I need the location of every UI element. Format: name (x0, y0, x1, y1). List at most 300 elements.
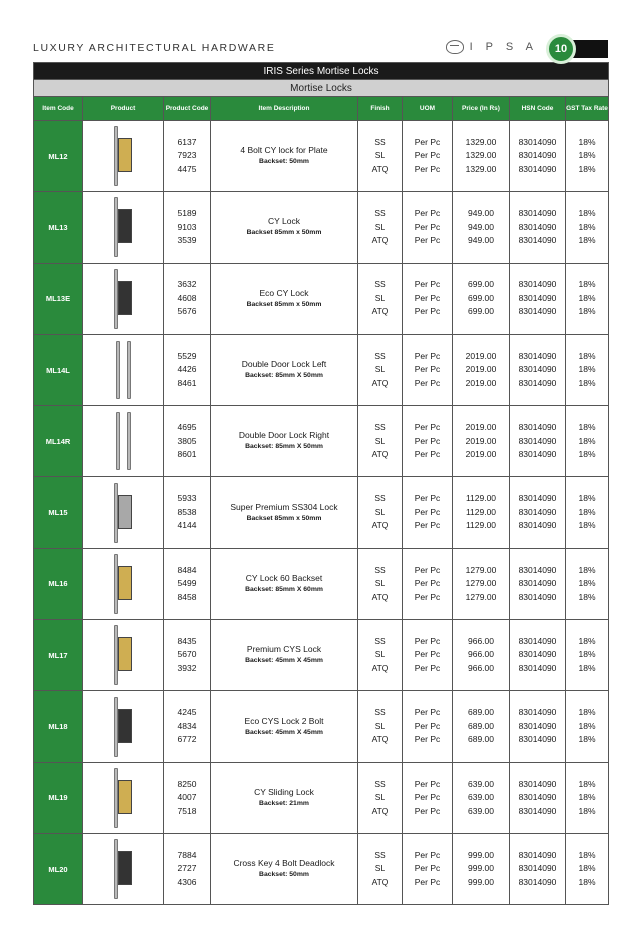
uom (403, 620, 453, 691)
item-description (211, 548, 358, 619)
hsn-code-line: 83014090 (518, 792, 557, 803)
uom-line: Per Pc (414, 377, 441, 388)
gst-rate-line: 18% (578, 707, 596, 718)
backset-value: 45mm X 45mm (275, 728, 323, 736)
table-row (34, 620, 609, 691)
table-row (34, 406, 609, 477)
uom (403, 406, 453, 477)
finish (358, 121, 403, 192)
gst-rate-line: 18% (578, 578, 596, 589)
uom (403, 548, 453, 619)
price-line: 949.00 (468, 235, 494, 246)
uom-line: Per Pc (414, 150, 441, 161)
uom-line: Per Pc (414, 136, 441, 147)
price-line: 1279.00 (465, 578, 497, 589)
gst-rate-line: 18% (578, 649, 596, 660)
price-line: 1129.00 (465, 520, 497, 531)
uom (403, 833, 453, 904)
gst-rate-line: 18% (578, 805, 596, 816)
price-line: 1329.00 (465, 136, 497, 147)
backset-label: Backset: (259, 158, 288, 166)
product-code-line: 2727 (177, 863, 197, 874)
item-code: ML19 (34, 762, 83, 833)
uom-line: Per Pc (414, 863, 441, 874)
gst-rate-line: 18% (578, 720, 596, 731)
uom-line: Per Pc (414, 734, 441, 745)
item-code: ML13 (34, 192, 83, 263)
table-row (34, 833, 609, 904)
hsn-code (510, 762, 566, 833)
gst-rate (566, 620, 609, 691)
product-code-line: 3932 (177, 662, 197, 673)
item-description (211, 620, 358, 691)
uom-line: Per Pc (414, 292, 441, 303)
backset-label: Backset: (245, 585, 274, 593)
product-code (164, 477, 211, 548)
uom-line: Per Pc (414, 520, 441, 531)
table-subtitle: Mortise Locks (34, 80, 609, 97)
table-row (34, 477, 609, 548)
product-code-line: 5676 (177, 306, 197, 317)
item-description (211, 406, 358, 477)
product-image-cell (83, 762, 164, 833)
finish-line: SS (374, 493, 386, 504)
brand-line: LUXURY ARCHITECTURAL HARDWARE (33, 42, 276, 54)
product-code-line: 8601 (177, 449, 197, 460)
finish-line: SL (374, 435, 386, 446)
backset-line (211, 727, 357, 738)
col-item-code: Item Code (34, 97, 83, 121)
ipsa-logo (446, 40, 538, 54)
product-image-cell (83, 477, 164, 548)
hsn-code (510, 121, 566, 192)
gst-rate-line: 18% (578, 422, 596, 433)
uom-line: Per Pc (414, 805, 441, 816)
uom-line: Per Pc (414, 578, 441, 589)
column-header-row (34, 97, 609, 121)
backset-value: 85mm x 50mm (274, 300, 322, 308)
finish-line: ATQ (371, 449, 389, 460)
product-code-line: 5529 (177, 350, 197, 361)
description-title: 4 Bolt CY lock for Plate (240, 145, 328, 156)
backset-line (211, 370, 357, 381)
product-code-line: 6772 (177, 734, 197, 745)
product-code-line: 8250 (177, 778, 197, 789)
hsn-code (510, 263, 566, 334)
backset-value: 85mm x 50mm (274, 514, 322, 522)
table-row (34, 691, 609, 762)
gst-rate (566, 477, 609, 548)
product-image-cell (83, 406, 164, 477)
finish-line: SL (374, 292, 386, 303)
gst-rate-line: 18% (578, 493, 596, 504)
hsn-code-line: 83014090 (518, 306, 557, 317)
product-code-line: 6137 (177, 136, 197, 147)
product-code-line: 4306 (177, 876, 197, 887)
price-line: 699.00 (468, 292, 494, 303)
price-line: 699.00 (468, 279, 494, 290)
description-title: CY Lock (268, 216, 300, 227)
col-item-description: Item Description (211, 97, 358, 121)
hsn-code-line: 83014090 (518, 350, 557, 361)
gst-rate-line: 18% (578, 520, 596, 531)
product-code-line: 7884 (177, 849, 197, 860)
price-line: 2019.00 (465, 435, 497, 446)
finish-line: SS (374, 208, 386, 219)
backset-line (211, 655, 357, 666)
price-line: 1329.00 (465, 150, 497, 161)
hsn-code-line: 83014090 (518, 506, 557, 517)
item-code: ML15 (34, 477, 83, 548)
finish-line: SS (374, 635, 386, 646)
col-product-code: Product Code (164, 97, 211, 121)
finish-line: SL (374, 506, 386, 517)
product-code-line: 9103 (177, 221, 197, 232)
uom-line: Per Pc (414, 422, 441, 433)
backset-label: Backset: (259, 799, 288, 807)
uom-line: Per Pc (414, 208, 441, 219)
logo-icon (446, 40, 464, 54)
hsn-code-line: 83014090 (518, 578, 557, 589)
hsn-code-line: 83014090 (518, 707, 557, 718)
col-finish: Finish (358, 97, 403, 121)
price-table (33, 62, 609, 905)
gst-rate-line: 18% (578, 564, 596, 575)
hsn-code-line: 83014090 (518, 849, 557, 860)
col-hsn-code: HSN Code (510, 97, 566, 121)
hsn-code-line: 83014090 (518, 493, 557, 504)
product-code-line: 5670 (177, 649, 197, 660)
price-line: 999.00 (468, 876, 494, 887)
price-line: 2019.00 (465, 422, 497, 433)
finish-line: ATQ (371, 377, 389, 388)
hsn-code-line: 83014090 (518, 449, 557, 460)
item-code: ML17 (34, 620, 83, 691)
backset-label: Backset: (245, 443, 274, 451)
hsn-code-line: 83014090 (518, 564, 557, 575)
hsn-code (510, 620, 566, 691)
product-code (164, 192, 211, 263)
finish-line: ATQ (371, 805, 389, 816)
gst-rate-line: 18% (578, 136, 596, 147)
backset-label: Backset (246, 514, 273, 522)
finish-line: SS (374, 778, 386, 789)
price (453, 192, 510, 263)
price (453, 548, 510, 619)
backset-value: 85mm X 50mm (275, 372, 323, 380)
steel-mortise-lock-icon (114, 483, 132, 543)
product-code-line: 5189 (177, 208, 197, 219)
backset-label: Backset: (245, 728, 274, 736)
product-code-line: 8484 (177, 564, 197, 575)
finish (358, 334, 403, 405)
product-image-cell (83, 620, 164, 691)
uom-line: Per Pc (414, 350, 441, 361)
product-code (164, 121, 211, 192)
finish-line: SL (374, 792, 386, 803)
gst-rate-line: 18% (578, 506, 596, 517)
price (453, 691, 510, 762)
price-line: 639.00 (468, 805, 494, 816)
item-description (211, 121, 358, 192)
uom-line: Per Pc (414, 364, 441, 375)
uom-line: Per Pc (414, 163, 441, 174)
gst-rate-line: 18% (578, 221, 596, 232)
description-title: CY Lock 60 Backset (245, 572, 323, 583)
black-mortise-lock-icon (114, 839, 132, 899)
backset-value: 45mm X 45mm (275, 657, 323, 665)
finish (358, 833, 403, 904)
hsn-code (510, 406, 566, 477)
black-mortise-lock-icon (114, 197, 132, 257)
finish-line: ATQ (371, 306, 389, 317)
hsn-code (510, 548, 566, 619)
price-line: 689.00 (468, 707, 494, 718)
product-code-line: 5933 (177, 493, 197, 504)
hsn-code-line: 83014090 (518, 662, 557, 673)
gst-rate-line: 18% (578, 662, 596, 673)
backset-label: Backset: (245, 372, 274, 380)
price (453, 620, 510, 691)
backset-line (211, 441, 357, 452)
product-code-line: 8538 (177, 506, 197, 517)
gst-rate (566, 833, 609, 904)
hsn-code-line: 83014090 (518, 591, 557, 602)
uom-line: Per Pc (414, 506, 441, 517)
gst-rate (566, 192, 609, 263)
gst-rate (566, 263, 609, 334)
item-description (211, 192, 358, 263)
hsn-code-line: 83014090 (518, 720, 557, 731)
product-code-line: 4695 (177, 422, 197, 433)
finish (358, 762, 403, 833)
finish (358, 548, 403, 619)
backset-value: 50mm (289, 158, 309, 166)
product-code-line: 8461 (177, 377, 197, 388)
item-description (211, 691, 358, 762)
uom-line: Per Pc (414, 221, 441, 232)
gst-rate-line: 18% (578, 150, 596, 161)
price-line: 2019.00 (465, 377, 497, 388)
backset-value: 50mm (289, 871, 309, 879)
brass-mortise-lock-icon (114, 554, 132, 614)
hsn-code-line: 83014090 (518, 221, 557, 232)
price-line: 1129.00 (465, 506, 497, 517)
table-row (34, 121, 609, 192)
gst-rate (566, 762, 609, 833)
backset-line (211, 227, 357, 238)
gst-rate-line: 18% (578, 734, 596, 745)
price (453, 263, 510, 334)
product-code (164, 263, 211, 334)
hsn-code-line: 83014090 (518, 635, 557, 646)
uom-line: Per Pc (414, 720, 441, 731)
item-code: ML13E (34, 263, 83, 334)
gst-rate (566, 406, 609, 477)
price-line: 689.00 (468, 720, 494, 731)
uom (403, 691, 453, 762)
col-product: Product (83, 97, 164, 121)
gst-rate-line: 18% (578, 235, 596, 246)
uom-line: Per Pc (414, 792, 441, 803)
price (453, 334, 510, 405)
col-uom: UOM (403, 97, 453, 121)
finish-line: ATQ (371, 591, 389, 602)
finish-line: SL (374, 364, 386, 375)
backset-line (211, 513, 357, 524)
finish-line: SS (374, 564, 386, 575)
finish-line: ATQ (371, 520, 389, 531)
uom-line: Per Pc (414, 707, 441, 718)
product-code-line: 4608 (177, 292, 197, 303)
backset-value: 21mm (289, 799, 309, 807)
hsn-code-line: 83014090 (518, 649, 557, 660)
finish-line: ATQ (371, 876, 389, 887)
table-title: IRIS Series Mortise Locks (34, 63, 609, 80)
backset-label: Backset (246, 229, 273, 237)
gst-rate (566, 691, 609, 762)
backset-label: Backset (246, 300, 273, 308)
gst-rate-line: 18% (578, 279, 596, 290)
description-title: Cross Key 4 Bolt Deadlock (233, 858, 335, 869)
finish-line: ATQ (371, 235, 389, 246)
hsn-code-line: 83014090 (518, 778, 557, 789)
hsn-code-line: 83014090 (518, 235, 557, 246)
description-title: Premium CYS Lock (246, 644, 322, 655)
product-image-cell (83, 334, 164, 405)
item-description (211, 762, 358, 833)
backset-label: Backset: (245, 657, 274, 665)
product-code (164, 762, 211, 833)
product-code-line: 8458 (177, 591, 197, 602)
gst-rate (566, 334, 609, 405)
hsn-code-line: 83014090 (518, 520, 557, 531)
uom-line: Per Pc (414, 849, 441, 860)
hsn-code-line: 83014090 (518, 377, 557, 388)
product-code-line: 4834 (177, 720, 197, 731)
finish-line: SS (374, 422, 386, 433)
price-line: 639.00 (468, 792, 494, 803)
price-line: 689.00 (468, 734, 494, 745)
price-line: 966.00 (468, 649, 494, 660)
item-description (211, 263, 358, 334)
product-code (164, 691, 211, 762)
brass-mortise-lock-icon (114, 126, 132, 186)
product-image-cell (83, 691, 164, 762)
finish (358, 620, 403, 691)
product-code-line: 4245 (177, 707, 197, 718)
hsn-code-line: 83014090 (518, 150, 557, 161)
uom (403, 192, 453, 263)
uom-line: Per Pc (414, 279, 441, 290)
backset-line (211, 156, 357, 167)
col-price: Price (In Rs) (453, 97, 510, 121)
uom (403, 263, 453, 334)
product-code-line: 7923 (177, 150, 197, 161)
brass-mortise-lock-icon (114, 768, 132, 828)
backset-line (211, 584, 357, 595)
product-image-cell (83, 263, 164, 334)
gst-rate (566, 121, 609, 192)
hsn-code-line: 83014090 (518, 163, 557, 174)
price-line: 949.00 (468, 221, 494, 232)
product-code-line: 5499 (177, 578, 197, 589)
uom (403, 334, 453, 405)
gst-rate-line: 18% (578, 377, 596, 388)
hsn-code-line: 83014090 (518, 279, 557, 290)
hsn-code (510, 833, 566, 904)
hsn-code-line: 83014090 (518, 208, 557, 219)
gst-rate-line: 18% (578, 792, 596, 803)
backset-line (211, 798, 357, 809)
price-line: 2019.00 (465, 364, 497, 375)
backset-value: 85mm X 60mm (275, 585, 323, 593)
uom-line: Per Pc (414, 449, 441, 460)
product-code-line: 3632 (177, 279, 197, 290)
table-row (34, 548, 609, 619)
finish-line: SS (374, 350, 386, 361)
product-code-line: 7518 (177, 805, 197, 816)
finish-line: ATQ (371, 163, 389, 174)
hsn-code-line: 83014090 (518, 292, 557, 303)
backset-value: 85mm x 50mm (274, 229, 322, 237)
finish-line: ATQ (371, 662, 389, 673)
finish (358, 263, 403, 334)
price-line: 1329.00 (465, 163, 497, 174)
uom (403, 762, 453, 833)
price-line: 1129.00 (465, 493, 497, 504)
finish-line: SS (374, 279, 386, 290)
uom-line: Per Pc (414, 635, 441, 646)
gst-rate-line: 18% (578, 849, 596, 860)
item-code: ML16 (34, 548, 83, 619)
finish-line: SS (374, 849, 386, 860)
uom-line: Per Pc (414, 435, 441, 446)
product-code (164, 620, 211, 691)
uom-line: Per Pc (414, 564, 441, 575)
hsn-code-line: 83014090 (518, 435, 557, 446)
finish (358, 406, 403, 477)
gst-rate-line: 18% (578, 163, 596, 174)
product-image-cell (83, 548, 164, 619)
product-code-line: 8435 (177, 635, 197, 646)
item-code: ML20 (34, 833, 83, 904)
description-title: Super Premium SS304 Lock (230, 501, 338, 512)
uom (403, 121, 453, 192)
description-title: Double Door Lock Right (238, 430, 330, 441)
price-line: 999.00 (468, 863, 494, 874)
finish-line: SS (374, 136, 386, 147)
price (453, 762, 510, 833)
finish-line: SL (374, 649, 386, 660)
hsn-code-line: 83014090 (518, 422, 557, 433)
finish-line: SL (374, 578, 386, 589)
item-code: ML18 (34, 691, 83, 762)
price-line: 1279.00 (465, 591, 497, 602)
backset-value: 85mm X 50mm (275, 443, 323, 451)
finish (358, 192, 403, 263)
product-code (164, 406, 211, 477)
finish-line: ATQ (371, 734, 389, 745)
gst-rate-line: 18% (578, 350, 596, 361)
description-title: Double Door Lock Left (241, 359, 327, 370)
price-line: 699.00 (468, 306, 494, 317)
uom-line: Per Pc (414, 591, 441, 602)
price-line: 1279.00 (465, 564, 497, 575)
finish-line: SL (374, 720, 386, 731)
uom-line: Per Pc (414, 662, 441, 673)
product-code-line: 4475 (177, 163, 197, 174)
